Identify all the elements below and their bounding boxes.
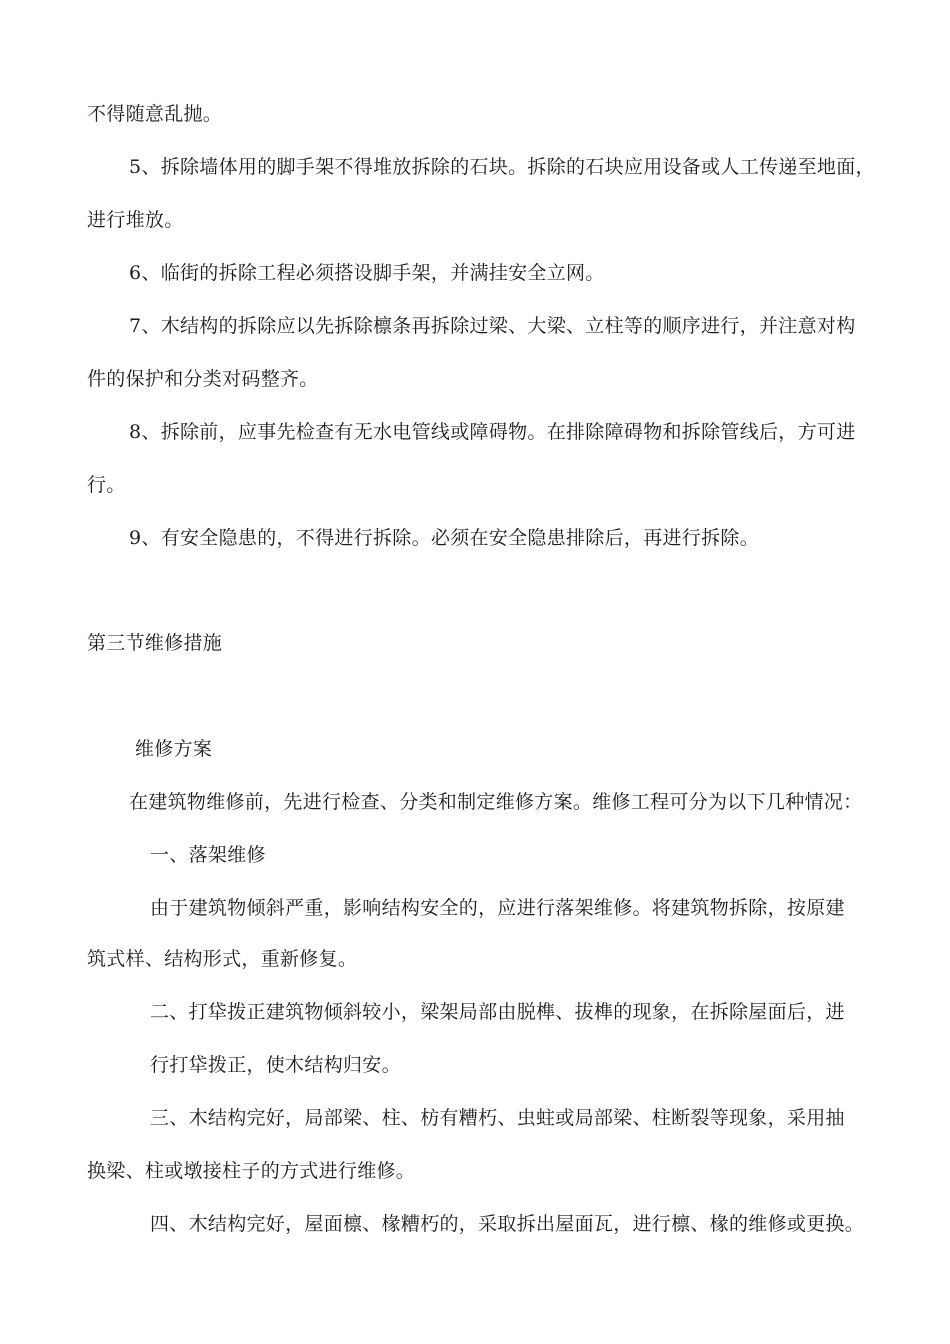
- subsection-heading: 维修方案: [135, 738, 213, 760]
- paragraph-line: 筑式样、结构形式，重新修复。: [87, 948, 358, 970]
- paragraph-line: 二、打牮拨正建筑物倾斜较小，梁架局部由脱榫、拔榫的现象，在拆除屋面后，进: [150, 1001, 845, 1023]
- paragraph-line: 9、有安全隐患的，不得进行拆除。必须在安全隐患排除后，再进行拆除。: [129, 527, 759, 549]
- paragraph-line: 在建筑物维修前，先进行检查、分类和制定维修方案。维修工程可分为以下几种情况：: [129, 791, 863, 813]
- paragraph-line: 进行堆放。: [87, 209, 184, 231]
- section-heading: 第三节维修措施: [87, 632, 223, 654]
- paragraph-line: 三、木结构完好，局部梁、柱、枋有糟朽、虫蛀或局部梁、柱断裂等现象，采用抽: [150, 1107, 845, 1129]
- paragraph-line: 行。: [87, 474, 126, 496]
- paragraph-line: 7、木结构的拆除应以先拆除檩条再拆除过梁、大梁、立柱等的顺序进行，并注意对构: [129, 315, 856, 337]
- paragraph-line: 不得随意乱抛。: [87, 103, 223, 125]
- paragraph-line: 换梁、柱或墩接柱子的方式进行维修。: [87, 1160, 416, 1182]
- paragraph-line: 件的保护和分类对码整齐。: [87, 368, 319, 390]
- paragraph-line: 6、临街的拆除工程必须搭设脚手架，并满挂安全立网。: [129, 262, 605, 284]
- list-heading: 一、落架维修: [150, 844, 266, 866]
- paragraph-line: 行打牮拨正，使木结构归安。: [150, 1054, 401, 1076]
- paragraph-line: 8、拆除前，应事先检查有无水电管线或障碍物。在排除障碍物和拆除管线后，方可进: [129, 421, 856, 443]
- paragraph-line: 四、木结构完好，屋面檩、椽糟朽的，采取拆出屋面瓦，进行檩、椽的维修或更换。: [150, 1213, 865, 1235]
- paragraph-line: 5、拆除墙体用的脚手架不得堆放拆除的石块。拆除的石块应用设备或人工传递至地面，: [129, 156, 875, 178]
- paragraph-line: 由于建筑物倾斜严重，影响结构安全的，应进行落架维修。将建筑物拆除，按原建: [150, 897, 845, 919]
